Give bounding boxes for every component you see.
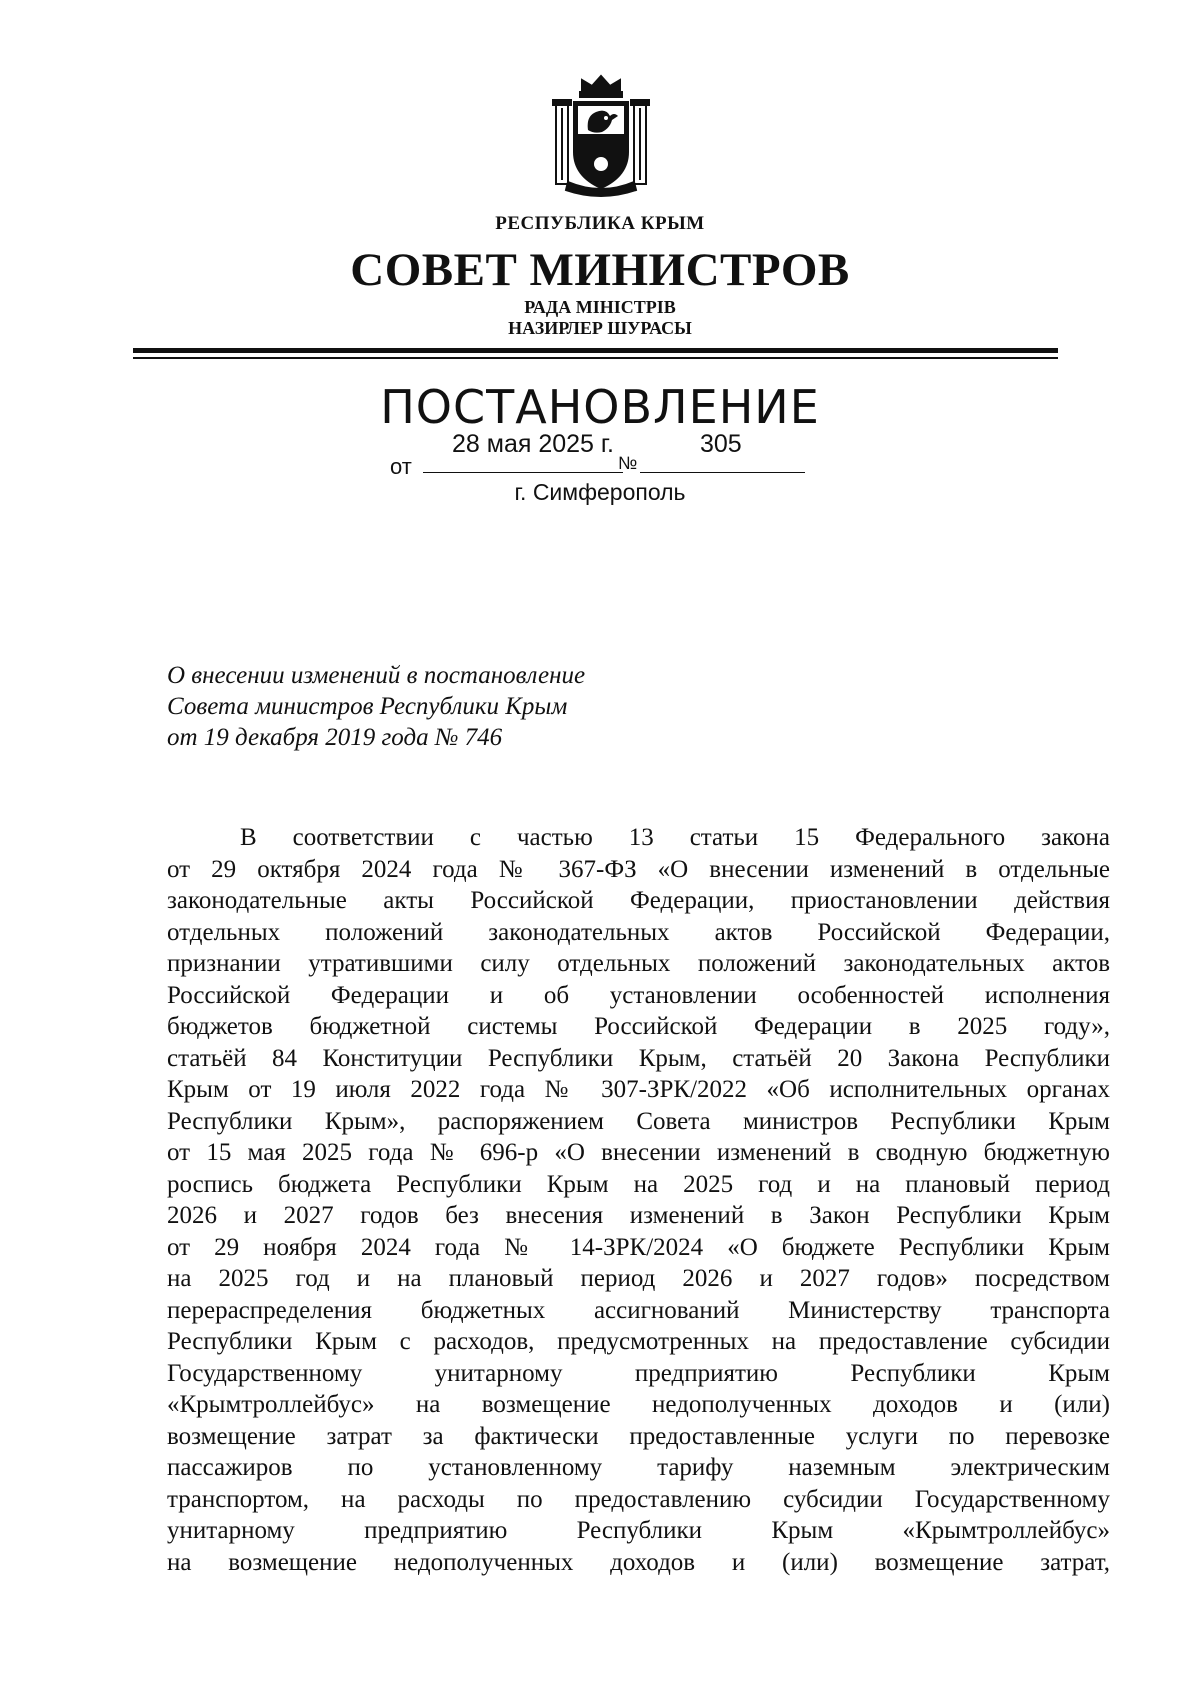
crimea-coat-of-arms-icon — [548, 72, 654, 200]
body-line: транспортом, на расходы по предоставлению субсидии Государственному — [167, 1485, 1110, 1513]
body-line: Крым от 19 июля 2022 года № 307-ЗРК/2022 «Об исполнительных органах — [167, 1076, 1110, 1103]
document-title — [167, 660, 727, 753]
council-name-ukrainian: РАДА МІНІСТРІВ — [524, 297, 676, 317]
body-line: перераспределения бюджетных ассигнований Министерству транспорта — [167, 1296, 1110, 1324]
title-line: от 19 декабря 2019 года № 746 — [167, 724, 503, 751]
body-line: от 29 октября 2024 года № 367-ФЗ «О внесении изменений в отдельные — [167, 855, 1110, 883]
body-line: «Крымтроллейбус» на возмещение недополученных доходов и (или) — [167, 1391, 1110, 1418]
body-line: на 2025 год и на плановый период 2026 и 2027 годов» посредством — [167, 1265, 1110, 1292]
body-line: 2026 и 2027 годов без внесения изменений в Закон Республики Крым — [167, 1202, 1110, 1229]
body-line: статьёй 84 Конституции Республики Крым, статьёй 20 Закона Республики — [167, 1044, 1110, 1072]
body-line: Государственному унитарному предприятию Республики Крым — [167, 1359, 1110, 1387]
date-label: от — [390, 454, 412, 479]
council-name-crimean-tatar: НАЗИРЛЕР ШУРАСЫ — [508, 318, 692, 338]
body-line: от 15 мая 2025 года № 696-р «О внесении изменений в сводную бюджетную — [167, 1139, 1110, 1166]
document-city: г. Симферополь — [514, 479, 686, 505]
body-line: В соответствии с частью 13 статьи 15 Федерального закона — [240, 824, 1110, 851]
body-line: возмещение затрат за фактически предоставленные услуги по перевозке — [167, 1422, 1110, 1450]
body-line: пассажиров по установленному тарифу наземным электрическим — [167, 1454, 1110, 1481]
date-underline — [423, 472, 623, 473]
header-divider-thin — [133, 357, 1058, 359]
body-line: Республики Крым с расходов, предусмотренных на предоставление субсидии — [167, 1328, 1110, 1355]
number-underline — [640, 472, 805, 473]
body-line: Республики Крым», распоряжением Совета министров Республики Крым — [167, 1107, 1110, 1135]
number-label: № — [618, 453, 638, 473]
body-line: бюджетов бюджетной системы Российской Федерации в 2025 году», — [167, 1013, 1110, 1040]
title-line: О внесении изменений в постановление — [167, 662, 586, 689]
document-number: 305 — [700, 430, 742, 458]
document-type: ПОСТАНОВЛЕНИЕ — [380, 380, 820, 434]
body-line: признании утратившими силу отдельных положений законодательных актов — [167, 950, 1110, 977]
title-line: Совета министров Республики Крым — [167, 693, 568, 720]
body-line: роспись бюджета Республики Крым на 2025 год и на плановый период — [167, 1170, 1110, 1198]
body-line: от 29 ноября 2024 года № 14-ЗРК/2024 «О бюджете Республики Крым — [167, 1233, 1110, 1261]
republic-name: РЕСПУБЛИКА КРЫМ — [495, 213, 705, 234]
document-date: 28 мая 2025 г. — [452, 430, 614, 458]
body-line: отдельных положений законодательных актов Российской Федерации, — [167, 918, 1110, 946]
body-line: Российской Федерации и об установлении особенностей исполнения — [167, 981, 1110, 1009]
body-line: на возмещение недополученных доходов и (или) возмещение затрат, — [167, 1548, 1110, 1576]
header-divider-thick — [133, 348, 1058, 353]
council-name: СОВЕТ МИНИСТРОВ — [350, 244, 850, 296]
body-line: унитарному предприятию Республики Крым «Крымтроллейбус» — [167, 1517, 1110, 1544]
body-line: законодательные акты Российской Федерации, приостановлении действия — [167, 887, 1110, 914]
document-body — [167, 822, 1110, 1578]
